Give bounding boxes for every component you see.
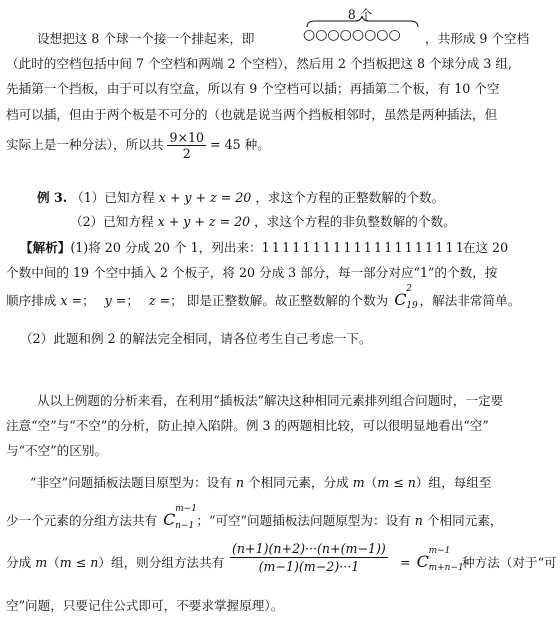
solution-line4	[20, 328, 371, 347]
example3-q1-suffix: ，求这个方程的正整数解的个数。	[255, 190, 445, 205]
var-m: m	[35, 555, 48, 570]
fraction	[167, 130, 206, 161]
para1-line1	[37, 28, 255, 47]
solution-line3-prefix: 顺序排成	[6, 293, 57, 308]
separator: ；	[82, 293, 95, 308]
combo2-sub: m+n−1	[428, 563, 464, 573]
equals-sign: =	[400, 555, 411, 570]
solution-line1	[20, 237, 508, 256]
summary-line4-suffix: ）组，每组至	[415, 475, 492, 490]
example3-q1	[37, 187, 444, 206]
example3-label: 例 3.	[37, 190, 68, 205]
example3-q1-prefix: （1）已知方程	[71, 190, 155, 205]
summary-line4-mid: 个相同元素，分成	[247, 475, 349, 490]
summary-line1	[37, 390, 503, 409]
big-formula	[230, 540, 388, 575]
solution-line4-text: （2）此题和例 2 的解法完全相同，请各位考生自己考虑一下。	[20, 331, 372, 346]
example3-q2-suffix: ，求这个方程的非负整数解的个数。	[254, 214, 456, 229]
para1-line1b-text: ，共形成 9 个空档	[425, 31, 530, 46]
summary-line7	[6, 595, 283, 614]
summary-line4-prefix: “非空”问题插板法题目原型为：设有	[30, 475, 232, 490]
paren-open: （	[364, 475, 378, 490]
summary-line3	[6, 440, 107, 459]
big-fraction	[230, 540, 388, 575]
m-le-n: m ≤ n	[59, 555, 99, 570]
para1-line4	[6, 104, 497, 123]
summary-line6	[6, 552, 224, 571]
example3-q2-prefix: （2）已知方程	[70, 214, 154, 229]
para1-line3	[6, 78, 499, 97]
big-fraction-denominator: (m−1)(m−2)···1	[258, 559, 360, 574]
para1-line1-text: 设想把这 8 个球一个接一个排起来，即	[37, 31, 255, 46]
summary-line5-prefix: 少一个元素的分组方法共有	[6, 513, 158, 528]
summary-line6-suffix	[462, 552, 557, 571]
separator: ；	[126, 293, 139, 308]
summary-line1-text: 从以上例题的分析来看，在利用“插板法”解决这种相同元素排列组合问题时，一定要	[37, 393, 504, 408]
solution-line1-text: (1)将 20 分成 20 个 1，列出来：	[70, 240, 262, 255]
formula-result	[400, 546, 464, 573]
para1-line4-text: 档可以插，但由于两个板是不可分的（也就是说当两个挡板相邻时，虽然是两种插法，但	[6, 107, 498, 122]
equation: x + y + z = 20	[158, 190, 252, 205]
separator: ；	[170, 293, 183, 308]
var-n: n	[235, 475, 244, 490]
combo-sub: 19	[406, 301, 418, 311]
summary-line6-prefix: 分成	[6, 555, 32, 570]
combo2-sup: m−1	[428, 546, 451, 556]
combination-cmn1-m1: C m−1 m+n−1	[416, 546, 464, 573]
m-le-n: m ≤ n	[377, 475, 416, 490]
ball-circles-icon: ○○○○○○○○	[303, 27, 401, 43]
solution-line2-text: 个数中间的 19 个空中插入 2 个板子，将 20 分成 3 部分，每一部分对应“1”的个数，按	[6, 265, 498, 280]
combo-sup: 2	[406, 284, 413, 294]
solution-line3	[6, 284, 521, 311]
summary-line6-mid: ）组，则分组方法共有	[98, 555, 225, 570]
summary-line5-mid: ；“可空”问题插板法问题原型为：设有	[196, 513, 411, 528]
x-equals: x =	[60, 293, 83, 308]
solution-line3-suffix: ，解法非常简单。	[419, 293, 521, 308]
para1-line5	[6, 130, 270, 161]
summary-line6-suffix-text: 种方法（对于“可	[462, 555, 557, 570]
equation: x + y + z = 20	[157, 214, 251, 229]
combo1-sup: m−1	[175, 504, 197, 514]
para1-line1b	[425, 28, 529, 47]
solution-line1b-text: 在这 20	[462, 240, 509, 255]
var-m: m	[352, 475, 365, 490]
paren-open: （	[47, 555, 60, 570]
combination-cn1-m1: C m−1 n−1	[163, 504, 197, 531]
summary-line2	[6, 415, 489, 434]
summary-line4	[30, 472, 491, 491]
y-equals: y =	[104, 293, 127, 308]
summary-line3-text: 与“不空”的区别。	[6, 443, 108, 458]
combination-c19-2: C 2 19	[394, 284, 418, 311]
para1-line5-text: 实际上是一种分法），所以共	[6, 137, 164, 152]
big-fraction-numerator: (n+1)(n+2)···(n+(m−1))	[232, 541, 386, 556]
brace-label-text: 8 个	[347, 7, 373, 22]
solution-line3-mid: 即是正整数解。故正整数解的个数为	[186, 293, 389, 308]
para1-line2	[6, 53, 512, 72]
fraction-numerator: 9×10	[169, 130, 205, 145]
summary-line7-text: 空”问题，只要记住公式即可，不要求掌握原理）。	[6, 598, 284, 613]
summary-line5	[6, 504, 503, 531]
summary-line2-text: 注意“空”与“不空”的分析，防止掉入陷阱。例 3 的两题相比较，可以很明显地看出“空”	[6, 418, 489, 433]
solution-label: 【解析】	[20, 240, 71, 255]
para1-line5b-text: = 45 种。	[210, 137, 270, 152]
solution-line2	[6, 262, 497, 281]
para1-line2-text: （此时的空档包括中间 7 个空档和两端 2 个空档），然后用 2 个挡板把这 8 个球分成 3 组,	[6, 56, 512, 71]
var-n: n	[414, 513, 423, 528]
fraction-denominator: 2	[182, 146, 191, 161]
para1-line3-text: 先插第一个挡板，由于可以有空盒，所以有 9 个空档可以插；再插第二个板，有 10 个空	[6, 81, 500, 96]
combo1-sub: n−1	[175, 521, 195, 531]
example3-q2	[70, 211, 456, 230]
balls-row	[303, 26, 401, 43]
summary-line5-suffix: 个相同元素，	[426, 513, 503, 528]
z-equals: z =	[148, 293, 171, 308]
ones-row: 1 1 1 1 1 1 1 1 1 1 1 1 1 1 1 1 1 1 1 1	[261, 240, 463, 255]
